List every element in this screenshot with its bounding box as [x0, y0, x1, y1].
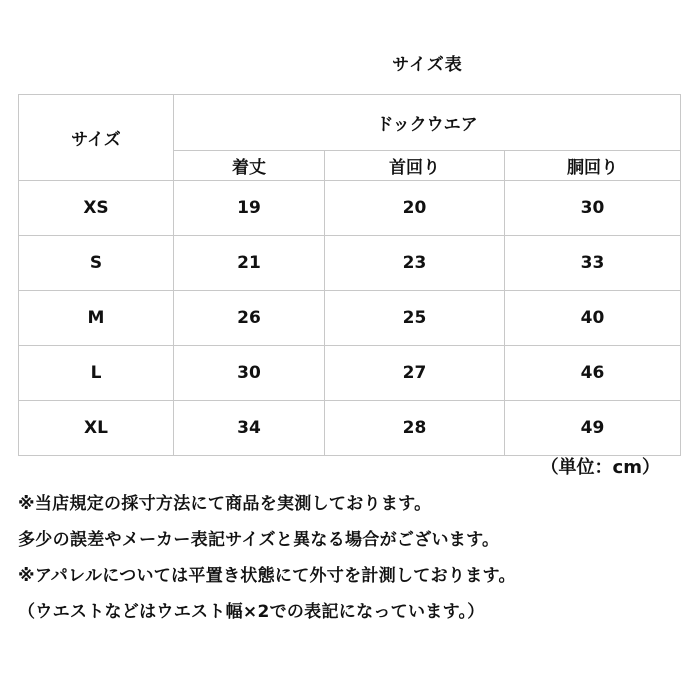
value-cell: 23 [325, 236, 505, 291]
value-cell: 28 [325, 401, 505, 456]
size-cell: L [19, 346, 174, 401]
value-cell: 19 [174, 181, 325, 236]
header-row-group [19, 95, 681, 151]
chart-title: サイズ表 [392, 55, 463, 75]
value-cell: 20 [325, 181, 505, 236]
size-header: サイズ [19, 95, 174, 181]
group-header: ドックウエア [174, 95, 681, 151]
note-line: 多少の誤差やメーカー表記サイズと異なる場合がございます。 [18, 530, 500, 550]
note-line: ※当店規定の採寸方法にて商品を実測しております。 [18, 494, 432, 514]
size-cell: S [19, 236, 174, 291]
value-cell: 27 [325, 346, 505, 401]
size-cell: XS [19, 181, 174, 236]
value-cell: 26 [174, 291, 325, 346]
value-cell: 30 [505, 181, 681, 236]
column-header-chest: 胴回り [505, 151, 681, 181]
value-cell: 34 [174, 401, 325, 456]
note-line: ※アパレルについては平置き状態にて外寸を計測しております。 [18, 566, 516, 586]
table-row [19, 346, 681, 401]
value-cell: 33 [505, 236, 681, 291]
value-cell: 25 [325, 291, 505, 346]
value-cell: 21 [174, 236, 325, 291]
size-cell: XL [19, 401, 174, 456]
column-header-neck: 首回り [325, 151, 505, 181]
size-table [18, 94, 681, 456]
table-row [19, 181, 681, 236]
table-row [19, 291, 681, 346]
value-cell: 30 [174, 346, 325, 401]
value-cell: 46 [505, 346, 681, 401]
column-header-length: 着丈 [174, 151, 325, 181]
unit-label: （単位：cm） [540, 457, 660, 478]
note-line: （ウエストなどはウエスト幅×2での表記になっています。） [18, 602, 485, 622]
table-row [19, 236, 681, 291]
table-row [19, 401, 681, 456]
notes-block [18, 486, 688, 630]
size-cell: M [19, 291, 174, 346]
value-cell: 49 [505, 401, 681, 456]
value-cell: 40 [505, 291, 681, 346]
